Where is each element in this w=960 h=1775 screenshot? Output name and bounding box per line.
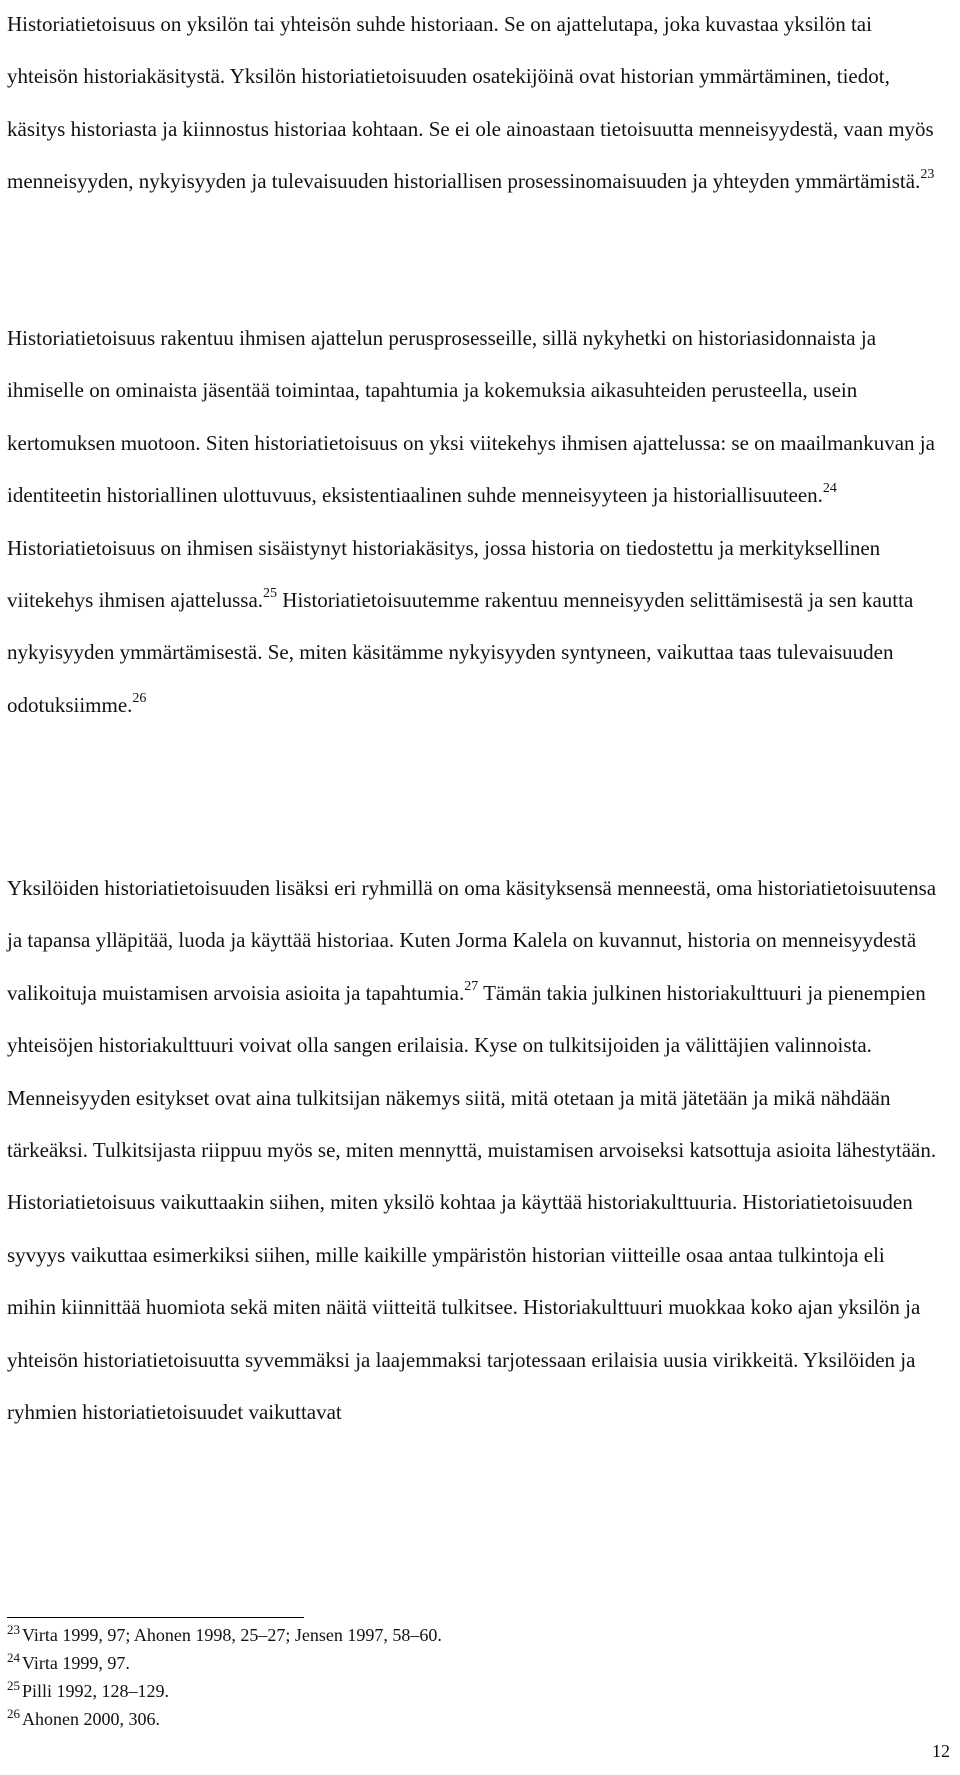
footnote-number: 26: [7, 1706, 20, 1721]
footnote: [7, 1706, 907, 1734]
footnote-reference: 27: [464, 978, 479, 994]
paragraph-2: [7, 312, 937, 731]
footnote-number: 25: [7, 1678, 20, 1693]
paragraph-3: [7, 862, 937, 1438]
footnote: [7, 1622, 907, 1650]
footnote-reference: 23: [920, 167, 935, 183]
paragraph-text: Yksilöiden historiatietoisuuden lisäksi eri ryhmillä on oma käsityksensä menneestä, oma historiatietoisuutensa ja tapansa ylläpitää, luoda ja käyttää historiaa. Kuten Jorma Kalela on kuvannut, historia on menneisyydestä valikoituja muistamisen arvoisia asioita ja tapahtumia.: [7, 876, 937, 1005]
footnote-reference: 24: [822, 481, 837, 497]
footnote-reference: 25: [263, 586, 278, 602]
paragraph-text: Historiatietoisuus on yksilön tai yhteisön suhde historiaan. Se on ajattelutapa, joka kuvastaa yksilön tai yhteisön historiakäsitystä. Yksilön historiatietoisuuden osatekijöinä ovat historian ymmärtäminen, tiedot, käsitys historiasta ja kiinnostus historiaa kohtaan. Se ei ole ainoastaan tietoisuutta menneisyydestä, vaan myös menneisyyden, nykyisyyden ja tulevaisuuden historiallisen prosessinomaisuuden ja yhteyden ymmärtämistä.: [7, 12, 934, 194]
paragraph-text: Historiatietoisuus on ihmisen sisäistynyt historiakäsitys, jossa historia on tiedostettu ja merkityksellinen viitekehys ihmisen ajattelussa.: [7, 535, 881, 613]
page-number: 12: [932, 1741, 950, 1761]
paragraph-1: [7, 0, 937, 208]
footnote-reference: 26: [132, 690, 147, 706]
footnote: [7, 1650, 907, 1678]
footnotes-list: [7, 1622, 907, 1734]
footnote-text: Virta 1999, 97.: [22, 1653, 130, 1673]
footnote-number: 23: [7, 1622, 20, 1637]
footnote-separator: [7, 1617, 304, 1618]
footnote-text: Pilli 1992, 128–129.: [22, 1681, 170, 1701]
footnote-text: Virta 1999, 97; Ahonen 1998, 25–27; Jensen 1997, 58–60.: [22, 1625, 442, 1645]
footnote: [7, 1678, 907, 1706]
paragraph-text: Historiatietoisuus rakentuu ihmisen ajattelun perusprosesseille, sillä nykyhetki on historiasidonnaista ja ihmiselle on ominaista jäsentää toimintaa, tapahtumia ja kokemuksia aikasuhteiden perusteella, usein kertomuksen muotoon. Siten historiatietoisuus on yksi viitekehys ihmisen ajattelussa: se on maailmankuvan ja identiteetin historiallinen ulottuvuus, eksistentiaalinen suhde menneisyyteen ja historiallisuuteen.: [7, 326, 935, 508]
footnote-number: 24: [7, 1650, 20, 1665]
footnote-text: Ahonen 2000, 306.: [22, 1709, 160, 1729]
paragraph-text: Tämän takia julkinen historiakulttuuri ja pienempien yhteisöjen historiakulttuuri voivat olla sangen erilaisia. Kyse on tulkitsijoiden ja välittäjien valinnoista. Menneisyyden esitykset ovat aina tulkitsijan näkemys siitä, mitä otetaan ja mitä jätetään ja mikä nähdään tärkeäksi. Tulkitsijasta riippuu myös se, miten mennyttä, muistamisen arvoiseksi katsottuja asioita lähestytään. Historiatietoisuus vaikuttaakin siihen, miten yksilö kohtaa ja käyttää historiakulttuuria. Historiatietoisuuden syvyys vaikuttaa esimerkiksi siihen, mille kaikille ympäristön historian viitteille osaa antaa tulkintoja eli mihin kiinnittää huomiota sekä miten näitä viitteitä tulkitsee. Historiakulttuuri muokkaa koko ajan yksilön ja yhteisön historiatietoisuutta syvemmäksi ja laajemmaksi tarjotessaan erilaisia uusia virikkeitä. Yksilöiden ja ryhmien historiatietoisuudet vaikuttavat: [7, 980, 937, 1425]
paragraph-text: Historiatietoisuutemme rakentuu menneisyyden selittämisestä ja sen kautta nykyisyyden ymmärtämisestä. Se, miten käsitämme nykyisyyden syntyneen, vaikuttaa taas tulevaisuuden odotuksiimme.: [7, 588, 914, 717]
